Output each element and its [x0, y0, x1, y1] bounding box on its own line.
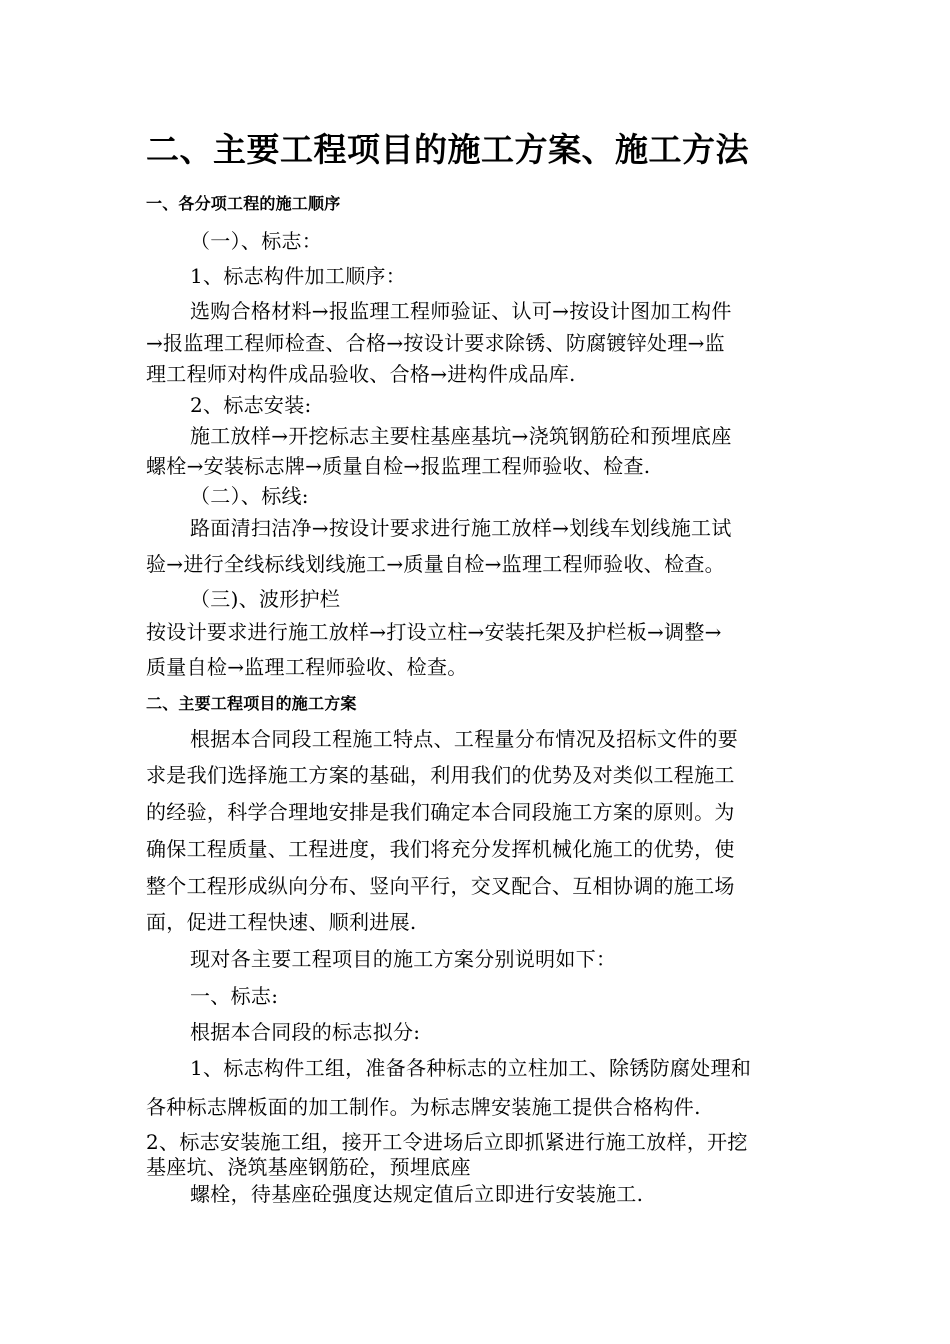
paragraph-line: 面，促进工程快速、顺利进展. — [146, 910, 417, 934]
paragraph-line: 根据本合同段工程施工特点、工程量分布情况及招标文件的要 — [190, 727, 739, 751]
paragraph-line: 的经验，科学合理地安排是我们确定本合同段施工方案的原则。为 — [146, 800, 735, 824]
paragraph-line: 确保工程质量、工程进度，我们将充分发挥机械化施工的优势，使 — [146, 837, 735, 861]
paragraph-line: 现对各主要工程项目的施工方案分别说明如下： — [190, 947, 617, 971]
paragraph-line: 求是我们选择施工方案的基础，利用我们的优势及对类似工程施工 — [146, 763, 735, 787]
subsection-label: 一、标志: — [190, 984, 279, 1008]
paragraph-line: 质量自检→监理工程师验收、检查。 — [146, 655, 468, 679]
step-heading: 2、标志安装: — [190, 393, 312, 417]
paragraph-line: 基座坑、浇筑基座钢筋砼，预埋底座 — [146, 1155, 471, 1179]
paragraph-line: 按设计要求进行施工放样→打设立柱→安装托架及护栏板→调整→ — [146, 620, 722, 644]
subsection-label: （三)、波形护栏 — [190, 587, 341, 611]
subsection-label: （二）、标线: — [190, 484, 309, 508]
paragraph-line: 施工放样→开挖标志主要柱基座基坑→浇筑钢筋砼和预埋底座 — [190, 424, 732, 448]
section-heading: 一、各分项工程的施工顺序 — [146, 194, 341, 213]
paragraph-line: 各种标志牌板面的加工制作。为标志牌安装施工提供合格构件. — [146, 1095, 701, 1119]
section-heading: 二、主要工程项目的施工方案 — [146, 694, 357, 713]
paragraph-line: 整个工程形成纵向分布、竖向平行，交叉配合、互相协调的施工场 — [146, 874, 735, 898]
paragraph-line: 验→进行全线标线划线施工→质量自检→监理工程师验收、检查。 — [146, 552, 725, 576]
paragraph-line: 螺栓，待基座砼强度达规定值后立即进行安装施工. — [190, 1182, 644, 1206]
paragraph-line: 1、标志构件工组，准备各种标志的立柱加工、除锈防腐处理和 — [190, 1056, 752, 1080]
paragraph-line: 路面清扫洁净→按设计要求进行施工放样→划线车划线施工试 — [190, 516, 732, 540]
step-heading: 1、标志构件加工顺序： — [190, 264, 407, 288]
page-title: 二、主要工程项目的施工方案、施工方法 — [146, 130, 749, 169]
paragraph-line: 螺栓→安装标志牌→质量自检→报监理工程师验收、检查. — [146, 454, 651, 478]
paragraph-line: 选购合格材料→报监理工程师验证、认可→按设计图加工构件 — [190, 299, 732, 323]
paragraph-line: 2、标志安装施工组，接开工令进场后立即抓紧进行施工放样，开挖 — [146, 1130, 748, 1154]
paragraph-line: →报监理工程师检查、合格→按设计要求除锈、防腐镀锌处理→监 — [146, 331, 725, 355]
paragraph-line: 理工程师对构件成品验收、合格→进构件成品库. — [146, 362, 576, 386]
subsection-label: （一）、标志： — [190, 229, 323, 253]
paragraph-line: 根据本合同段的标志拟分: — [190, 1020, 421, 1044]
